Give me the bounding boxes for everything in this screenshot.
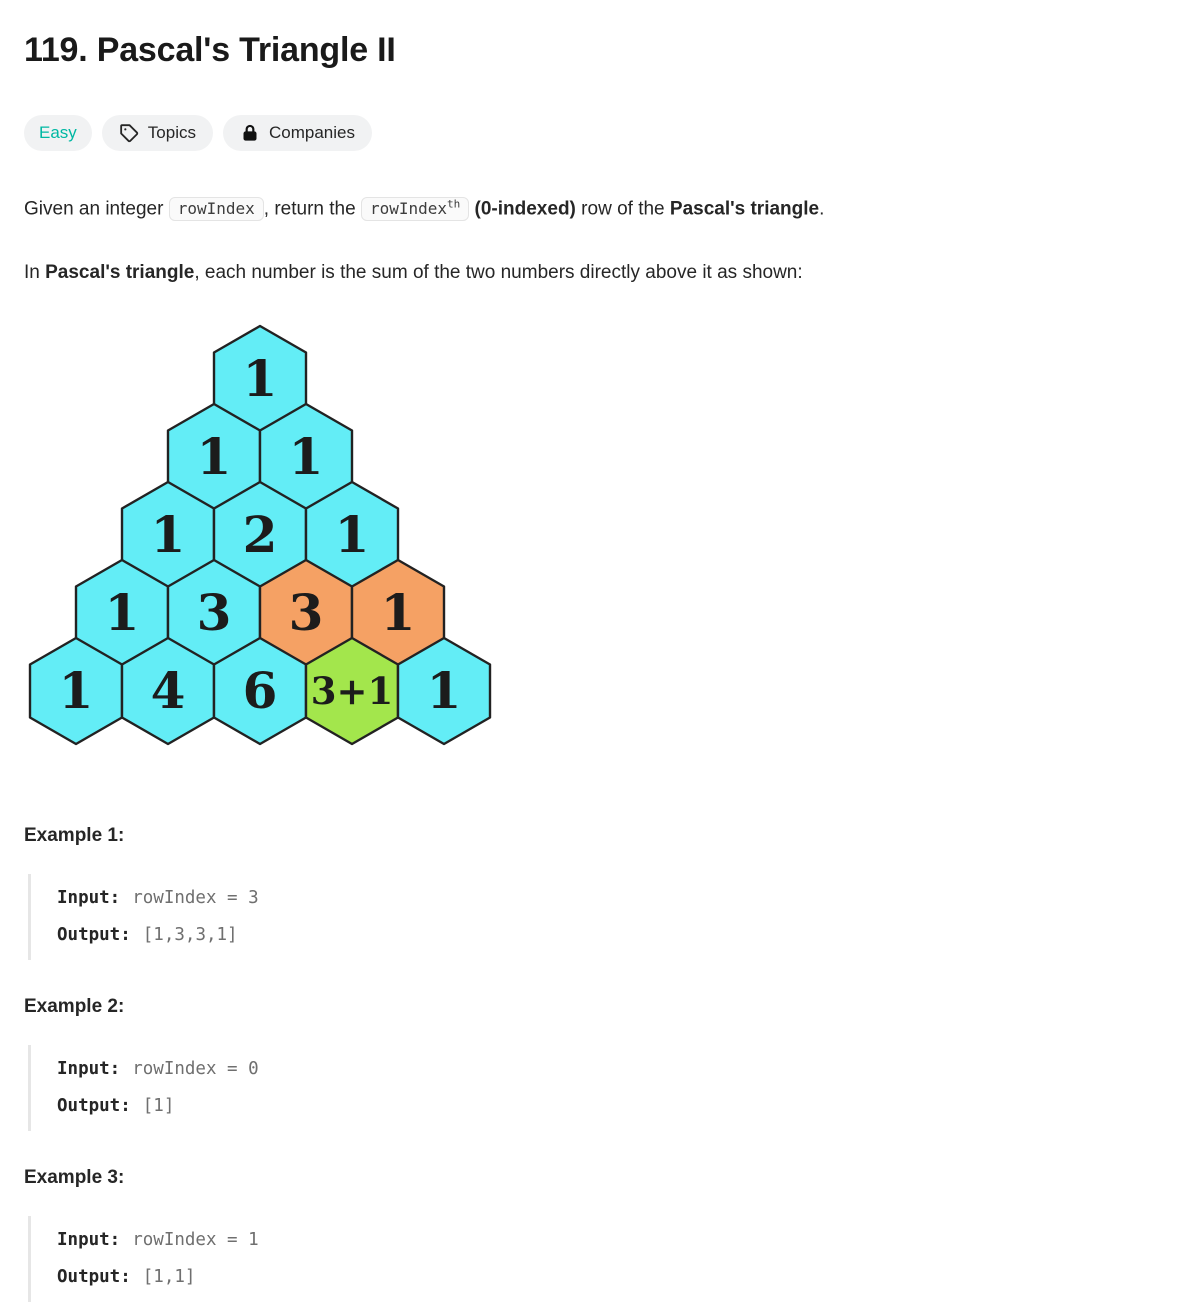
hexagon-value: 1	[150, 505, 186, 565]
input-label: Input:	[57, 887, 121, 908]
inline-code-rowindex-th	[361, 197, 469, 221]
example-output-line	[57, 917, 1160, 954]
pascals-triangle-svg	[24, 321, 496, 749]
bold-text: (0-indexed)	[474, 198, 576, 220]
output-label: Output:	[57, 924, 131, 945]
bold-text: Pascal's triangle	[669, 198, 820, 220]
tag-icon	[119, 123, 139, 143]
input-value: rowIndex = 0	[132, 1058, 259, 1079]
example-input-line	[57, 880, 1160, 917]
companies-label: Companies	[268, 122, 355, 142]
input-value: rowIndex = 3	[132, 887, 259, 908]
input-label: Input:	[57, 1058, 121, 1079]
text-segment: row of the	[575, 198, 670, 220]
hexagon-value: 1	[334, 505, 370, 565]
example-2-heading: Example 2:	[24, 995, 125, 1017]
code-text: rowIndex	[369, 199, 447, 219]
example-3-heading: Example 3:	[24, 1166, 125, 1188]
example-output-line	[57, 1088, 1160, 1125]
hexagon-value: 4	[150, 661, 186, 721]
hexagon-value: 1	[104, 583, 140, 643]
hexagon-value: 3	[288, 583, 324, 643]
hexagon-value: 1	[288, 427, 324, 487]
text-segment: In	[24, 262, 46, 284]
example-output-line	[57, 1259, 1160, 1296]
difficulty-badge-easy[interactable]	[24, 115, 92, 151]
text-segment: , each number is the sum of the two numbers directly above it as shown:	[194, 262, 803, 284]
output-label: Output:	[57, 1266, 131, 1287]
hexagon-value: 1	[196, 427, 232, 487]
inline-code-rowindex: rowIndex	[169, 197, 264, 221]
hexagon-value: 2	[242, 505, 278, 565]
hexagon-value: 1	[426, 661, 462, 721]
hexagon-value: 3+1	[310, 669, 394, 714]
topics-label: Topics	[147, 122, 196, 142]
code-superscript: th	[447, 197, 461, 211]
hexagon-value: 1	[380, 583, 416, 643]
hexagon-value: 3	[196, 583, 232, 643]
bold-text: Pascal's triangle	[45, 262, 195, 284]
pascals-triangle-figure	[24, 321, 1160, 749]
example-2-code-block	[28, 1045, 1160, 1131]
explanation-paragraph	[24, 259, 1160, 287]
problem-statement	[24, 191, 1160, 223]
topics-button[interactable]	[102, 115, 213, 151]
input-label: Input:	[57, 1229, 121, 1250]
companies-button[interactable]	[223, 115, 372, 151]
input-value: rowIndex = 1	[132, 1229, 259, 1250]
difficulty-label: Easy	[39, 122, 77, 142]
lock-icon	[240, 123, 260, 143]
example-3-code-block	[28, 1216, 1160, 1302]
text-segment: Given an integer	[24, 198, 169, 220]
example-input-line	[57, 1222, 1160, 1259]
output-value: [1,3,3,1]	[142, 924, 238, 945]
hexagon-value: 1	[58, 661, 94, 721]
text-segment: .	[819, 198, 825, 220]
tag-row	[24, 115, 1160, 151]
text-segment: , return the	[263, 198, 361, 220]
hexagon-value: 6	[242, 661, 278, 721]
output-value: [1]	[142, 1095, 175, 1116]
example-input-line	[57, 1051, 1160, 1088]
hexagon-value: 1	[242, 349, 278, 409]
example-1-code-block	[28, 874, 1160, 960]
output-value: [1,1]	[142, 1266, 196, 1287]
example-1-heading: Example 1:	[24, 825, 125, 847]
output-label: Output:	[57, 1095, 131, 1116]
page-title: 119. Pascal's Triangle II	[24, 31, 396, 69]
